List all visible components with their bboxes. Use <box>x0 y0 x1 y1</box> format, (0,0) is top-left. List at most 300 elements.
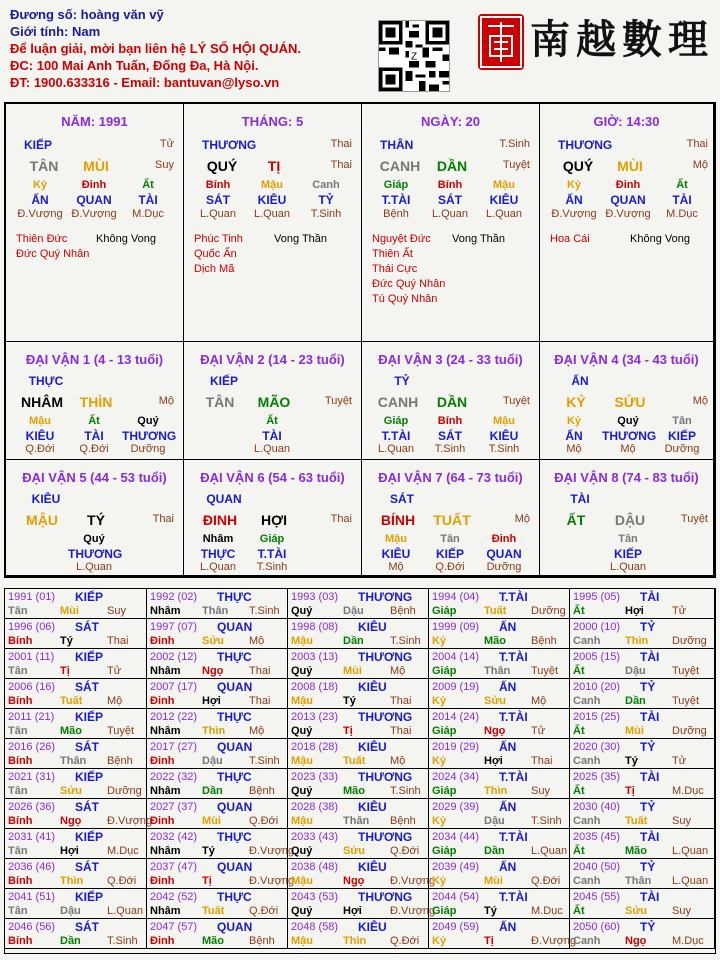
bad-star: Không Vong <box>630 233 690 245</box>
year-stem: Nhâm <box>150 605 181 617</box>
year-phase: Dưỡng <box>672 635 707 647</box>
year-branch: Tị <box>60 665 70 677</box>
hidden-phase: L.Quan <box>431 208 469 220</box>
year-phase: Mộ <box>249 635 265 647</box>
year-branch: Ngọ <box>202 665 224 677</box>
year-stem: Bính <box>8 815 33 827</box>
hidden-god: ẤN <box>31 193 49 207</box>
year-stem: Đinh <box>150 695 175 707</box>
year-cell <box>5 919 147 949</box>
year-cell <box>147 769 288 799</box>
dai-van-cell <box>184 460 362 576</box>
year-phase: Suy <box>672 815 691 827</box>
year-branch: Mão <box>60 725 82 737</box>
star-item: Tú Quý Nhân <box>372 293 438 305</box>
life-phase: Suy <box>155 159 174 171</box>
heavenly-stem: QUÝ <box>562 158 594 174</box>
year-branch: Mão <box>202 935 224 947</box>
star-item: Nguyệt Đức <box>372 233 431 245</box>
dai-van-title: ĐẠI VẬN 1 (4 - 13 tuổi) <box>25 352 164 367</box>
year-stem: Tân <box>8 725 28 737</box>
year-cell <box>570 649 715 679</box>
year-god: KIÊU <box>358 680 387 694</box>
year-stem: Giáp <box>432 725 457 737</box>
year-god: TÀI <box>640 830 660 844</box>
ten-god-phase: T.Sinh <box>499 138 530 150</box>
year-cell <box>288 619 429 649</box>
year-branch: Hợi <box>60 845 79 857</box>
life-phase: Tuyệt <box>680 513 708 525</box>
year-branch: Hợi <box>202 695 221 707</box>
year-cell <box>288 889 436 919</box>
year-cell <box>570 889 715 919</box>
year-label: 2049 (59) <box>432 921 480 933</box>
year-god: THỰC <box>217 890 252 904</box>
year-god: T.TÀI <box>499 590 528 604</box>
year-cell <box>147 859 295 889</box>
year-cell <box>570 679 715 709</box>
year-label: 2003 (13) <box>291 651 339 663</box>
earthly-branch: TUẤT <box>433 512 471 528</box>
year-stem: Nhâm <box>150 785 181 797</box>
year-god: TÀI <box>640 890 660 904</box>
year-branch: Thân <box>202 605 229 617</box>
good-stars <box>550 232 590 247</box>
year-phase: M.Dục <box>107 845 139 857</box>
year-cell <box>147 589 288 619</box>
year-stem: Đinh <box>150 755 175 767</box>
year-stem: Giáp <box>432 665 457 677</box>
pillar-cell <box>540 104 714 342</box>
year-cell <box>570 739 715 769</box>
dai-van-title: ĐẠI VẬN 5 (44 - 53 tuổi) <box>22 470 167 485</box>
year-stem: Kỷ <box>432 815 447 827</box>
year-cell <box>429 769 570 799</box>
year-label: 2021 (31) <box>8 771 56 783</box>
star-item: Thái Cực <box>372 263 418 275</box>
year-label: 2050 (60) <box>573 921 621 933</box>
life-phase: Mộ <box>692 395 708 407</box>
year-label: 2028 (38) <box>291 801 339 813</box>
hidden-phase: L.Quan <box>377 443 415 455</box>
hidden-stem: Mậu <box>261 179 283 191</box>
year-phase: Thai <box>390 695 412 707</box>
earthly-branch: MÃO <box>257 394 291 410</box>
year-phase: Q.Đới <box>390 935 420 947</box>
year-cell <box>147 709 288 739</box>
address-line: ĐC: 100 Mai Anh Tuấn, Đống Đa, Hà Nội. <box>10 58 259 73</box>
year-label: 2038 (48) <box>291 861 339 873</box>
star-item: Quốc Ấn <box>194 248 237 260</box>
year-phase: Tuyệt <box>531 665 559 677</box>
hidden-stem: Giáp <box>383 415 409 427</box>
year-god: THỰC <box>217 770 252 784</box>
hidden-phase: L.Quan <box>253 443 291 455</box>
year-phase: Tuyệt <box>107 725 135 737</box>
year-cell <box>429 619 570 649</box>
ten-god: SÁT <box>390 492 414 506</box>
year-phase: Mộ <box>249 725 265 737</box>
year-cell <box>5 709 147 739</box>
year-phase: Bệnh <box>390 815 416 827</box>
year-stem: Đinh <box>150 875 175 887</box>
year-phase: Tử <box>531 725 546 737</box>
year-branch: Dần <box>484 845 505 857</box>
year-god: THƯƠNG <box>358 830 413 844</box>
year-god: T.TÀI <box>499 830 528 844</box>
hidden-stem: Giáp <box>383 179 409 191</box>
hidden-god: SÁT <box>206 193 230 207</box>
year-cell <box>570 859 715 889</box>
year-phase: T.Sinh <box>249 605 280 617</box>
year-god: T.TÀI <box>499 890 528 904</box>
year-god: ẤN <box>499 620 517 634</box>
hidden-god: TÀI <box>262 429 282 443</box>
year-label: 1994 (04) <box>432 591 480 603</box>
year-cell <box>5 889 147 919</box>
year-branch: Ngọ <box>60 815 82 827</box>
year-cell <box>429 889 570 919</box>
dai-van-cell <box>540 460 714 576</box>
year-stem: Đinh <box>150 815 175 827</box>
star-item: Thiên Đức <box>16 233 68 245</box>
year-god: TỶ <box>640 920 656 934</box>
year-god: SÁT <box>75 740 99 754</box>
life-phase: Thai <box>152 513 174 525</box>
hidden-god: KIÊU <box>381 547 411 561</box>
good-stars <box>372 232 445 307</box>
year-branch: Thân <box>484 665 511 677</box>
earthly-branch: HỢI <box>261 512 287 528</box>
year-branch: Hợi <box>484 755 503 767</box>
life-phase: Tuyệt <box>502 395 530 407</box>
year-god: TÀI <box>640 590 660 604</box>
year-cell <box>570 769 715 799</box>
year-cell <box>570 619 715 649</box>
year-phase: L.Quan <box>672 875 709 887</box>
dai-van-cell <box>6 342 184 460</box>
year-god: QUAN <box>217 680 253 694</box>
hidden-stem: Tân <box>672 415 692 427</box>
qr-code-icon <box>378 20 450 92</box>
year-label: 2040 (50) <box>573 861 621 873</box>
ten-god: QUAN <box>206 492 242 506</box>
year-label: 1991 (01) <box>8 591 56 603</box>
year-phase: Tử <box>672 755 687 767</box>
bad-star: Vong Thần <box>452 233 506 245</box>
year-label: 2045 (55) <box>573 891 621 903</box>
hidden-phase: Mộ <box>620 443 636 455</box>
year-label: 2022 (32) <box>150 771 198 783</box>
year-god: TỶ <box>640 860 656 874</box>
year-stem: Canh <box>573 935 601 947</box>
year-cell <box>570 829 715 859</box>
year-god: ẤN <box>499 860 517 874</box>
year-label: 2014 (24) <box>432 711 480 723</box>
year-branch: Mùi <box>60 605 79 617</box>
year-branch: Mùi <box>484 875 503 887</box>
year-stem: Quý <box>291 785 313 797</box>
year-god: THƯƠNG <box>358 590 413 604</box>
year-stem: Đinh <box>150 935 175 947</box>
hidden-stem: Mậu <box>385 533 407 545</box>
year-stem: Tân <box>8 665 28 677</box>
year-phase: L.Quan <box>107 905 144 917</box>
year-label: 2019 (29) <box>432 741 480 753</box>
year-phase: Suy <box>107 605 126 617</box>
year-phase: Suy <box>531 785 550 797</box>
year-label: 2018 (28) <box>291 741 339 753</box>
year-stem: Ất <box>573 605 585 617</box>
dai-van-title: ĐẠI VẬN 6 (54 - 63 tuổi) <box>200 470 345 485</box>
year-branch: Tị <box>202 875 212 887</box>
year-cell <box>570 919 715 949</box>
year-phase: M.Dục <box>531 905 563 917</box>
dai-van-title: ĐẠI VẬN 8 (74 - 83 tuổi) <box>554 470 699 485</box>
earthly-branch: SỬU <box>614 394 646 410</box>
year-cell <box>288 919 429 949</box>
year-phase: Q.Đới <box>249 815 279 827</box>
star-item: Hoa Cái <box>550 233 590 245</box>
hidden-stem: Ất <box>142 179 154 191</box>
earthly-branch: TÝ <box>87 512 105 528</box>
year-stem: Quý <box>291 725 313 737</box>
hidden-phase: Đ.Vượng <box>17 208 63 220</box>
pillar-cell <box>184 104 362 342</box>
year-god: TÀI <box>640 710 660 724</box>
year-cell <box>147 799 288 829</box>
year-branch: Tý <box>60 635 73 647</box>
year-god: SÁT <box>75 620 99 634</box>
year-label: 1996 (06) <box>8 621 56 633</box>
year-label: 2027 (37) <box>150 801 198 813</box>
year-god: SÁT <box>75 680 99 694</box>
year-branch: Sửu <box>343 845 366 857</box>
year-god: QUAN <box>217 860 253 874</box>
year-phase: Bệnh <box>531 635 557 647</box>
year-branch: Thìn <box>484 785 508 797</box>
year-cell <box>429 739 570 769</box>
hidden-god: THƯƠNG <box>122 429 177 443</box>
year-branch: Tý <box>343 695 356 707</box>
year-cell <box>147 919 288 949</box>
dai-van-title: ĐẠI VẬN 2 (14 - 23 tuổi) <box>200 352 345 367</box>
year-cell <box>570 799 715 829</box>
year-stem: Ất <box>573 785 585 797</box>
year-phase: Đ.Vượng <box>390 905 436 917</box>
hidden-stem: Mậu <box>29 415 51 427</box>
heavenly-stem: KỶ <box>566 394 586 410</box>
year-branch: Dần <box>625 695 646 707</box>
year-phase: Thai <box>107 635 129 647</box>
year-label: 2033 (43) <box>291 831 339 843</box>
hidden-phase: T.Sinh <box>434 443 466 455</box>
year-cell <box>429 829 570 859</box>
year-phase: Tuyệt <box>672 665 700 677</box>
year-phase: Tuyệt <box>672 695 700 707</box>
year-god: TỶ <box>640 740 656 754</box>
phone-email-line: ĐT: 1900.633316 - Email: bantuvan@lyso.vn <box>10 75 280 90</box>
year-branch: Tị <box>484 935 494 947</box>
hidden-god: SÁT <box>438 193 462 207</box>
year-label: 2010 (20) <box>573 681 621 693</box>
hidden-god: TÀI <box>84 429 104 443</box>
year-branch: Tị <box>343 725 353 737</box>
year-phase: Dưỡng <box>531 605 566 617</box>
year-god: TÀI <box>640 650 660 664</box>
year-god: KIÊU <box>358 740 387 754</box>
year-stem: Nhâm <box>150 665 181 677</box>
year-label: 2006 (16) <box>8 681 56 693</box>
year-phase: Thai <box>249 665 271 677</box>
year-cell <box>5 769 147 799</box>
year-branch: Dần <box>202 785 223 797</box>
year-stem: Kỷ <box>432 635 447 647</box>
hidden-stem: Bính <box>205 179 231 191</box>
year-phase: Mộ <box>531 695 547 707</box>
year-phase: Dưỡng <box>107 785 142 797</box>
ten-god: KIẾP <box>24 138 53 152</box>
hidden-stem: Kỷ <box>566 415 582 427</box>
year-label: 2002 (12) <box>150 651 198 663</box>
year-god: SÁT <box>75 920 99 934</box>
year-phase: Q.Đới <box>531 875 561 887</box>
hidden-god: ẤN <box>565 193 583 207</box>
pillar-cell <box>6 104 184 342</box>
dai-van-cell <box>184 342 362 460</box>
contact-line: Để luận giải, mời bạn liên hệ LÝ SỐ HỘI QUÁN. <box>10 41 301 56</box>
pillar-title: GIỜ: 14:30 <box>593 114 660 129</box>
year-phase: T.Sinh <box>107 935 138 947</box>
year-stem: Bính <box>8 935 33 947</box>
year-god: KIẾP <box>75 710 104 724</box>
hidden-phase: T.Sinh <box>488 443 520 455</box>
year-phase: Dưỡng <box>672 725 707 737</box>
year-god: SÁT <box>75 800 99 814</box>
year-branch: Dậu <box>484 815 505 827</box>
year-cell <box>429 679 570 709</box>
year-cell <box>288 859 436 889</box>
hidden-god: KIÊU <box>489 429 519 443</box>
heavenly-stem: MẬU <box>26 512 58 528</box>
ten-god: THƯƠNG <box>558 138 613 152</box>
year-phase: Q.Đới <box>107 875 137 887</box>
year-stem: Tân <box>8 905 28 917</box>
hidden-stem: Canh <box>312 179 340 191</box>
year-god: T.TÀI <box>499 770 528 784</box>
year-phase: M.Dục <box>672 935 704 947</box>
year-stem: Nhâm <box>150 725 181 737</box>
earthly-branch: MÙI <box>83 158 109 174</box>
year-phase: Q.Đới <box>390 845 420 857</box>
year-label: 2032 (42) <box>150 831 198 843</box>
year-label: 2025 (35) <box>573 771 621 783</box>
hidden-god: QUAN <box>76 193 112 207</box>
year-branch: Sửu <box>625 905 648 917</box>
ten-god: ẤN <box>571 374 589 388</box>
hidden-phase: Q.Đới <box>435 561 465 573</box>
hidden-stem: Kỷ <box>566 179 582 191</box>
star-item: Thiên Ất <box>372 248 413 260</box>
year-phase: Tử <box>107 665 122 677</box>
year-stem: Mậu <box>291 935 313 947</box>
year-branch: Dậu <box>343 605 364 617</box>
year-label: 2016 (26) <box>8 741 56 753</box>
year-cell <box>147 649 288 679</box>
year-god: KIÊU <box>358 800 387 814</box>
heavenly-stem: ẤT <box>566 512 586 528</box>
hidden-god: THỰC <box>200 547 236 561</box>
year-branch: Sửu <box>60 785 83 797</box>
year-branch: Thìn <box>625 635 649 647</box>
pillars-grid <box>4 102 716 578</box>
year-label: 2037 (47) <box>150 861 198 873</box>
year-label: 2039 (49) <box>432 861 480 873</box>
hidden-phase: Q.Đới <box>79 443 109 455</box>
year-branch: Dậu <box>202 755 223 767</box>
year-branch: Tuất <box>484 605 507 617</box>
year-cell <box>147 829 295 859</box>
year-cell <box>288 739 429 769</box>
year-branch: Tý <box>625 755 638 767</box>
year-stem: Canh <box>573 635 601 647</box>
year-branch: Tuất <box>60 695 83 707</box>
year-phase: Bệnh <box>249 785 275 797</box>
hidden-stem: Nhâm <box>202 533 234 545</box>
earthly-branch: TỊ <box>267 158 281 174</box>
year-cell <box>5 829 147 859</box>
pillar-cell <box>362 104 540 342</box>
hidden-stem: Ất <box>266 415 278 427</box>
year-god: TỶ <box>640 620 656 634</box>
year-god: THỰC <box>217 650 252 664</box>
ten-god-phase: Tử <box>159 138 174 150</box>
hidden-stem: Tân <box>618 533 638 545</box>
year-label: 2031 (41) <box>8 831 56 843</box>
year-stem: Mậu <box>291 755 313 767</box>
year-phase: Mộ <box>390 665 406 677</box>
star-item: Dịch Mã <box>194 263 235 275</box>
hidden-stem: Giáp <box>259 533 285 545</box>
hidden-god: TÀI <box>138 193 158 207</box>
year-branch: Mùi <box>625 725 644 737</box>
year-branch: Thìn <box>60 875 84 887</box>
hidden-god: KIẾP <box>613 547 642 561</box>
year-god: KIÊU <box>358 920 387 934</box>
year-branch: Thân <box>60 755 87 767</box>
hidden-stem: Bính <box>437 415 463 427</box>
ten-god: KIÊU <box>31 492 61 506</box>
earthly-branch: MÙI <box>617 158 643 174</box>
hidden-stem: Quý <box>617 415 639 427</box>
year-branch: Sửu <box>202 635 225 647</box>
year-god: KIẾP <box>75 650 104 664</box>
heavenly-stem: CANH <box>377 394 419 410</box>
year-stem: Kỷ <box>432 875 447 887</box>
year-branch: Mùi <box>343 665 362 677</box>
year-phase: T.Sinh <box>531 815 562 827</box>
owner-name: Đương số: hoàng văn vỹ <box>10 7 164 22</box>
year-stem: Ất <box>573 905 585 917</box>
year-cell <box>288 829 429 859</box>
year-branch: Hợi <box>625 605 644 617</box>
year-stem: Bính <box>8 695 33 707</box>
hidden-stem: Kỷ <box>32 179 48 191</box>
year-label: 2020 (30) <box>573 741 621 753</box>
hidden-stem: Tân <box>440 533 460 545</box>
hidden-phase: Mộ <box>388 561 404 573</box>
heavenly-stem: TÂN <box>29 158 59 174</box>
